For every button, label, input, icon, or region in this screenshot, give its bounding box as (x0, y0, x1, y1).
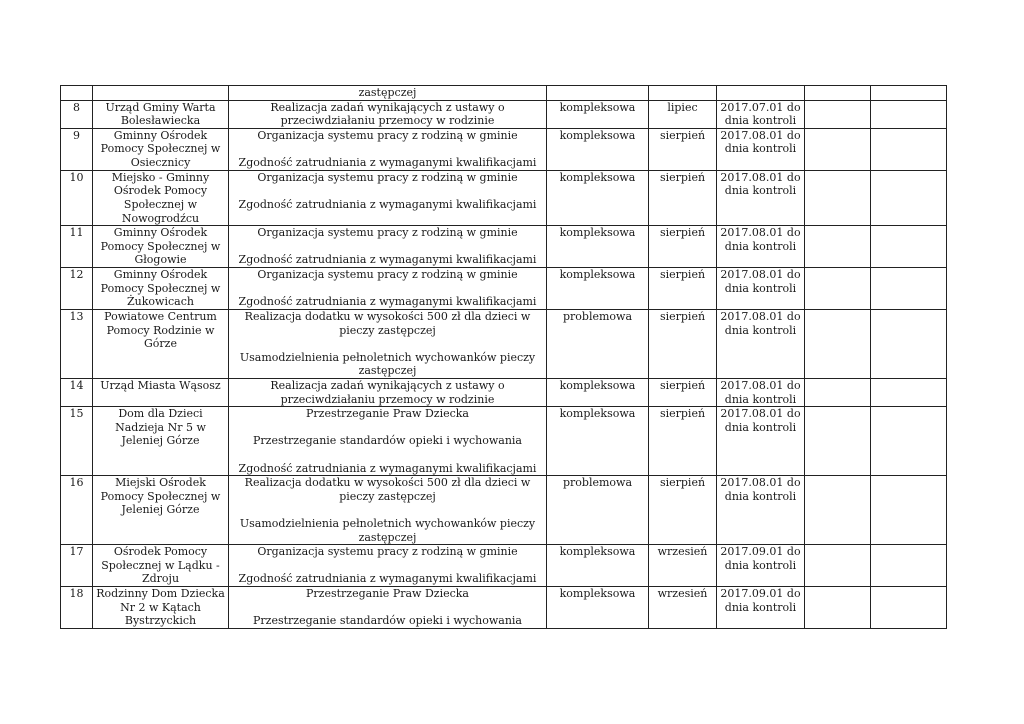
table-row (61, 378, 947, 406)
topic-gap (231, 282, 544, 296)
topic-item: Przestrzeganie standardów opieki i wychowania (253, 614, 522, 628)
table-row (61, 226, 947, 268)
cell-empty-2 (871, 128, 947, 170)
cell-empty-1 (805, 378, 871, 406)
topic-item: Organizacja systemu pracy z rodziną w gminie (257, 226, 518, 240)
cell-empty-1 (805, 226, 871, 268)
cell-type: kompleksowa (547, 545, 649, 587)
cell-type: kompleksowa (547, 407, 649, 476)
cell-unit: Urząd Gminy Warta Bolesławiecka (93, 100, 229, 128)
cell-period (717, 86, 805, 101)
table-row (61, 407, 947, 476)
cell-empty-1 (805, 407, 871, 476)
cell-empty-2 (871, 226, 947, 268)
cell-period: 2017.08.01 do dnia kontroli (717, 267, 805, 309)
cell-topic (229, 309, 547, 378)
cell-empty-2 (871, 309, 947, 378)
cell-month: sierpień (649, 378, 717, 406)
inspection-plan-table (60, 85, 947, 629)
topic-gap (231, 240, 544, 254)
cell-no: 15 (61, 407, 93, 476)
cell-month: sierpień (649, 309, 717, 378)
topic-item: Usamodzielnienia pełnoletnich wychowanków pieczy zastępczej (239, 516, 536, 544)
topic-gap (231, 184, 544, 198)
table-row (61, 170, 947, 225)
cell-unit: Urząd Miasta Wąsosz (93, 378, 229, 406)
cell-period: 2017.08.01 do dnia kontroli (717, 407, 805, 476)
cell-unit: Gminny Ośrodek Pomocy Społecznej w Osiecznicy (93, 128, 229, 170)
topic-item: Realizacja zadań wynikających z ustawy o przeciwdziałaniu przemocy w rodzinie (270, 100, 505, 128)
cell-empty-1 (805, 267, 871, 309)
cell-no: 9 (61, 128, 93, 170)
table-row (61, 100, 947, 128)
topic-item: Przestrzeganie standardów opieki i wychowania (253, 434, 522, 448)
cell-month (649, 86, 717, 101)
cell-topic (229, 100, 547, 128)
cell-empty-2 (871, 587, 947, 629)
cell-topic (229, 407, 547, 476)
cell-period: 2017.08.01 do dnia kontroli (717, 378, 805, 406)
cell-period: 2017.08.01 do dnia kontroli (717, 226, 805, 268)
cell-month: sierpień (649, 128, 717, 170)
cell-empty-1 (805, 86, 871, 101)
cell-no: 18 (61, 587, 93, 629)
table-row (61, 587, 947, 629)
topic-item: Realizacja dodatku w wysokości 500 zł dla dzieci w pieczy zastępczej (244, 309, 531, 337)
topic-item: Organizacja systemu pracy z rodziną w gminie (257, 128, 518, 142)
topic-item: Realizacja zadań wynikających z ustawy o przeciwdziałaniu przemocy w rodzinie (270, 378, 505, 406)
cell-topic (229, 128, 547, 170)
cell-topic (229, 545, 547, 587)
cell-type: kompleksowa (547, 378, 649, 406)
table-row (61, 545, 947, 587)
cell-unit: Rodzinny Dom Dziecka Nr 2 w Kątach Bystrzyckich (93, 587, 229, 629)
cell-topic: zastępczej (229, 86, 547, 101)
cell-month: lipiec (649, 100, 717, 128)
cell-type: problemowa (547, 476, 649, 545)
topic-gap (231, 421, 544, 435)
cell-type: kompleksowa (547, 226, 649, 268)
cell-unit: Ośrodek Pomocy Społecznej w Lądku - Zdroju (93, 545, 229, 587)
topic-gap (231, 559, 544, 573)
topic-item: Zgodność zatrudniania z wymaganymi kwalifikacjami (238, 572, 537, 586)
cell-empty-2 (871, 407, 947, 476)
cell-empty-2 (871, 267, 947, 309)
cell-month: sierpień (649, 407, 717, 476)
cell-month: sierpień (649, 267, 717, 309)
cell-unit (93, 86, 229, 101)
topic-item: Przestrzeganie Praw Dziecka (306, 407, 469, 421)
cell-empty-2 (871, 545, 947, 587)
topic-item: Zgodność zatrudniania z wymaganymi kwalifikacjami (238, 155, 537, 169)
cell-empty-2 (871, 100, 947, 128)
cell-unit: Dom dla Dzieci Nadzieja Nr 5 w Jeleniej Górze (93, 407, 229, 476)
table-row (61, 128, 947, 170)
cell-empty-1 (805, 128, 871, 170)
topic-gap (231, 601, 544, 615)
table-row (61, 476, 947, 545)
cell-month: sierpień (649, 476, 717, 545)
topic-item: Przestrzeganie Praw Dziecka (306, 587, 469, 601)
cell-no: 11 (61, 226, 93, 268)
cell-topic (229, 170, 547, 225)
cell-empty-1 (805, 170, 871, 225)
cell-unit: Powiatowe Centrum Pomocy Rodzinie w Górze (93, 309, 229, 378)
topic-item: Zgodność zatrudniania z wymaganymi kwalifikacjami (238, 461, 537, 475)
cell-period: 2017.09.01 do dnia kontroli (717, 587, 805, 629)
cell-topic (229, 476, 547, 545)
cell-type (547, 86, 649, 101)
topic-gap (231, 448, 544, 462)
table-row (61, 267, 947, 309)
topic-gap (231, 503, 544, 517)
topic-item: Zgodność zatrudniania z wymaganymi kwalifikacjami (238, 197, 537, 211)
cell-period: 2017.08.01 do dnia kontroli (717, 476, 805, 545)
topic-item: Zgodność zatrudniania z wymaganymi kwalifikacjami (238, 295, 537, 309)
cell-no: 13 (61, 309, 93, 378)
cell-period: 2017.08.01 do dnia kontroli (717, 128, 805, 170)
cell-period: 2017.08.01 do dnia kontroli (717, 170, 805, 225)
cell-type: kompleksowa (547, 100, 649, 128)
cell-type: kompleksowa (547, 267, 649, 309)
cell-empty-1 (805, 309, 871, 378)
topic-item: Organizacja systemu pracy z rodziną w gminie (257, 545, 518, 559)
cell-no (61, 86, 93, 101)
cell-unit: Miejsko - Gminny Ośrodek Pomocy Społecznej w Nowogrodźcu (93, 170, 229, 225)
cell-empty-1 (805, 545, 871, 587)
topic-gap (231, 142, 544, 156)
cell-period: 2017.08.01 do dnia kontroli (717, 309, 805, 378)
table-body (61, 86, 947, 629)
cell-empty-2 (871, 378, 947, 406)
cell-month: sierpień (649, 226, 717, 268)
cell-topic (229, 587, 547, 629)
cell-no: 17 (61, 545, 93, 587)
cell-unit: Miejski Ośrodek Pomocy Społecznej w Jeleniej Górze (93, 476, 229, 545)
cell-empty-1 (805, 587, 871, 629)
cell-topic (229, 378, 547, 406)
topic-item: Zgodność zatrudniania z wymaganymi kwalifikacjami (238, 253, 537, 267)
cell-month: sierpień (649, 170, 717, 225)
cell-no: 12 (61, 267, 93, 309)
table-row (61, 309, 947, 378)
cell-no: 8 (61, 100, 93, 128)
cell-period: 2017.07.01 do dnia kontroli (717, 100, 805, 128)
cell-type: kompleksowa (547, 170, 649, 225)
table-row-continuation (61, 86, 947, 101)
topic-item: Organizacja systemu pracy z rodziną w gminie (257, 170, 518, 184)
cell-type: problemowa (547, 309, 649, 378)
cell-month: wrzesień (649, 587, 717, 629)
cell-empty-2 (871, 170, 947, 225)
cell-empty-1 (805, 100, 871, 128)
cell-unit: Gminny Ośrodek Pomocy Społecznej w Głogowie (93, 226, 229, 268)
cell-no: 14 (61, 378, 93, 406)
cell-period: 2017.09.01 do dnia kontroli (717, 545, 805, 587)
cell-type: kompleksowa (547, 587, 649, 629)
cell-type: kompleksowa (547, 128, 649, 170)
cell-topic (229, 267, 547, 309)
cell-empty-2 (871, 476, 947, 545)
cell-no: 10 (61, 170, 93, 225)
topic-item: Organizacja systemu pracy z rodziną w gminie (257, 267, 518, 281)
cell-unit: Gminny Ośrodek Pomocy Społecznej w Żukowicach (93, 267, 229, 309)
cell-empty-2 (871, 86, 947, 101)
cell-topic (229, 226, 547, 268)
topic-item: Realizacja dodatku w wysokości 500 zł dla dzieci w pieczy zastępczej (244, 476, 531, 503)
topic-item: Usamodzielnienia pełnoletnich wychowanków pieczy zastępczej (239, 350, 536, 378)
cell-empty-1 (805, 476, 871, 545)
cell-month: wrzesień (649, 545, 717, 587)
cell-no: 16 (61, 476, 93, 545)
topic-gap (231, 337, 544, 351)
